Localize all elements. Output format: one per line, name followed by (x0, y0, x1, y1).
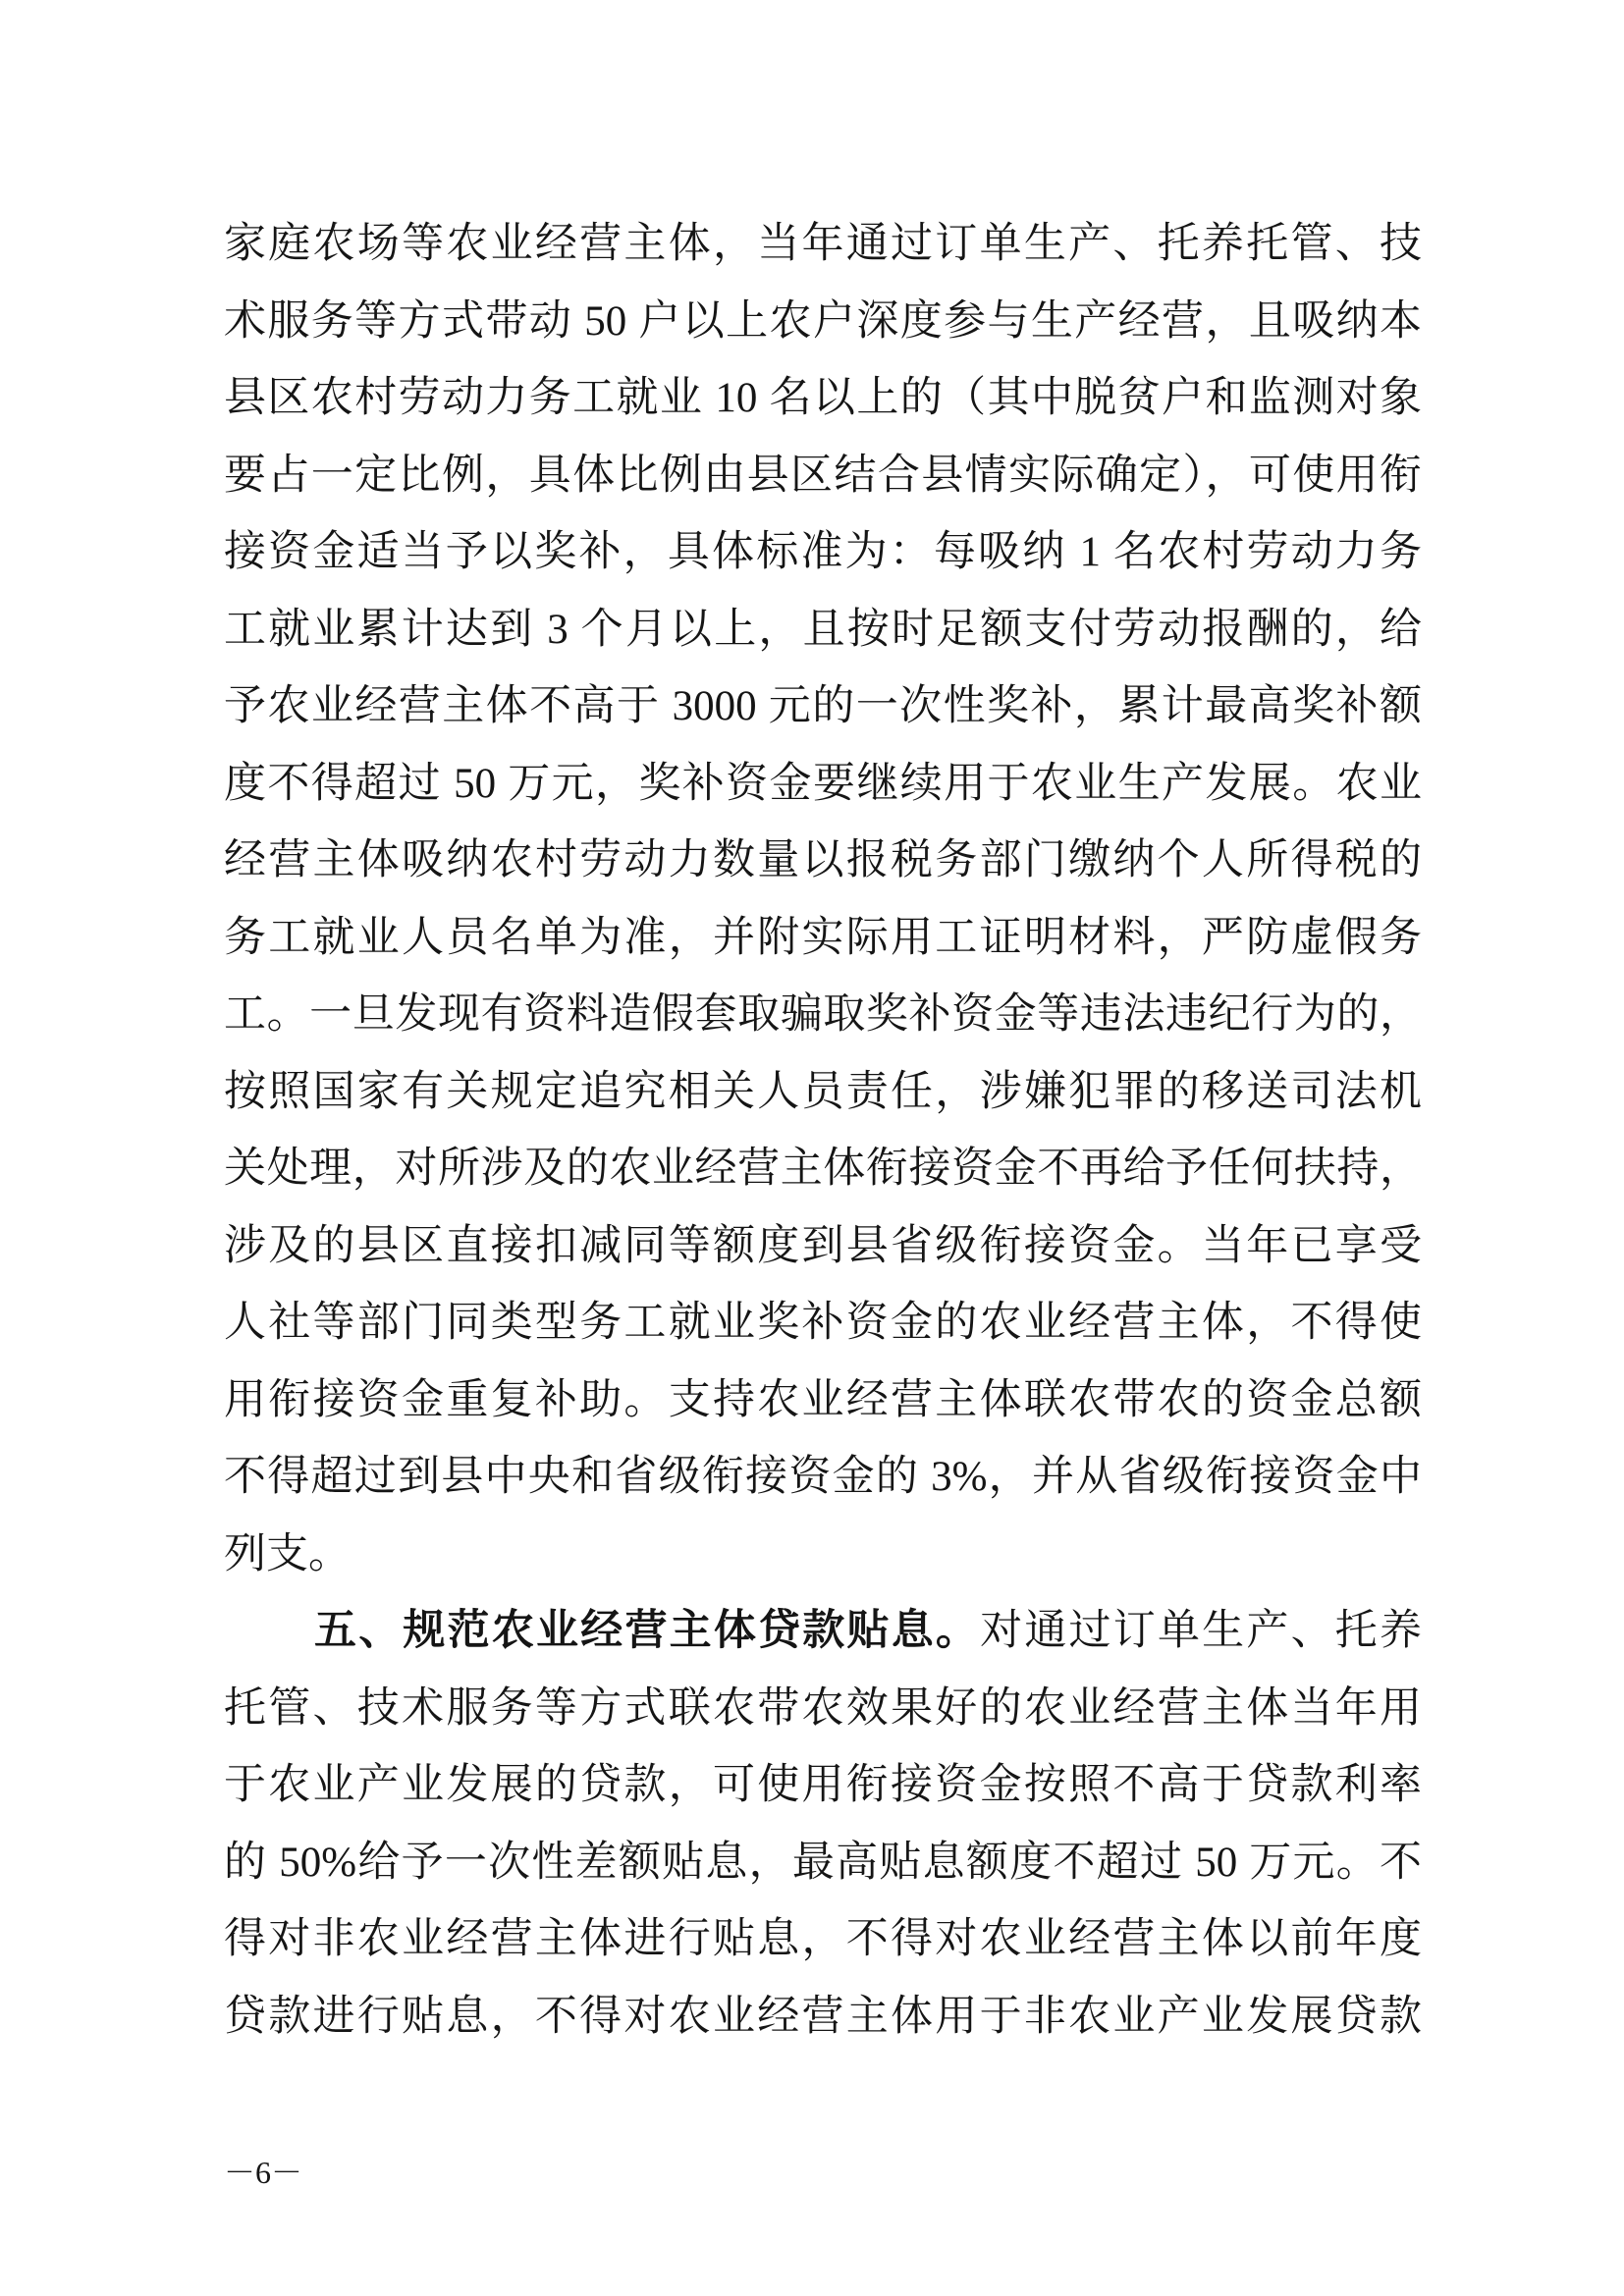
text-line: 涉及的县区直接扣减同等额度到县省级衔接资金。当年已享受 (224, 1222, 1422, 1269)
text-line: 用衔接资金重复补助。支持农业经营主体联农带农的资金总额 (224, 1376, 1422, 1423)
text-line: 的 50%给予一次性差额贴息，最高贴息额度不超过 50 万元。不 (224, 1839, 1422, 1886)
text-line: 工就业累计达到 3 个月以上，且按时足额支付劳动报酬的，给 (224, 606, 1422, 653)
text-line: 贷款进行贴息，不得对农业经营主体用于非农业产业发展贷款 (224, 1993, 1422, 2040)
text-line: 于农业产业发展的贷款，可使用衔接资金按照不高于贷款利率 (224, 1762, 1422, 1808)
text-line: 不得超过到县中央和省级衔接资金的 3%，并从省级衔接资金中 (224, 1454, 1422, 1500)
section-heading: 五、规范农业经营主体贷款贴息。 (314, 1608, 981, 1654)
text-run: 对通过订单生产、托养 (980, 1608, 1422, 1654)
text-line: 关处理，对所涉及的农业经营主体衔接资金不再给予任何扶持， (224, 1146, 1422, 1192)
text-line: 务工就业人员名单为准，并附实际用工证明材料，严防虚假务 (224, 914, 1422, 961)
text-line: 人社等部门同类型务工就业奖补资金的农业经营主体，不得使 (224, 1300, 1422, 1346)
text-line: 要占一定比例，具体比例由县区结合县情实际确定），可使用衔 (224, 452, 1422, 499)
text-line: 术服务等方式带动 50 户以上农户深度参与生产经营，且吸纳本 (224, 297, 1422, 345)
document-body (224, 206, 1422, 2056)
paragraph-section-five (224, 1593, 1422, 2056)
page-number: －6－ (224, 2155, 303, 2190)
text-line: 家庭农场等农业经营主体，当年通过订单生产、托养托管、技 (224, 221, 1422, 267)
text-line: 度不得超过 50 万元，奖补资金要继续用于农业生产发展。农业 (224, 760, 1422, 807)
text-line: 予农业经营主体不高于 3000 元的一次性奖补，累计最高奖补额 (224, 683, 1422, 729)
text-line: 工。一旦发现有资料造假套取骗取奖补资金等违法违纪行为的， (224, 991, 1422, 1038)
text-line: 接资金适当予以奖补，具体标准为：每吸纳 1 名农村劳动力务 (224, 529, 1422, 575)
text-line: 县区农村劳动力务工就业 10 名以上的（其中脱贫户和监测对象 (224, 375, 1422, 421)
text-line: 按照国家有关规定追究相关人员责任，涉嫌犯罪的移送司法机 (224, 1068, 1422, 1115)
paragraph-continued (224, 206, 1422, 1593)
text-line-last: 列支。 (224, 1530, 351, 1577)
text-line: 托管、技术服务等方式联农带农效果好的农业经营主体当年用 (224, 1684, 1422, 1732)
text-line-first (224, 1593, 1422, 1671)
text-line: 经营主体吸纳农村劳动力数量以报税务部门缴纳个人所得税的 (224, 837, 1422, 883)
text-line: 得对非农业经营主体进行贴息，不得对农业经营主体以前年度 (224, 1916, 1422, 1962)
